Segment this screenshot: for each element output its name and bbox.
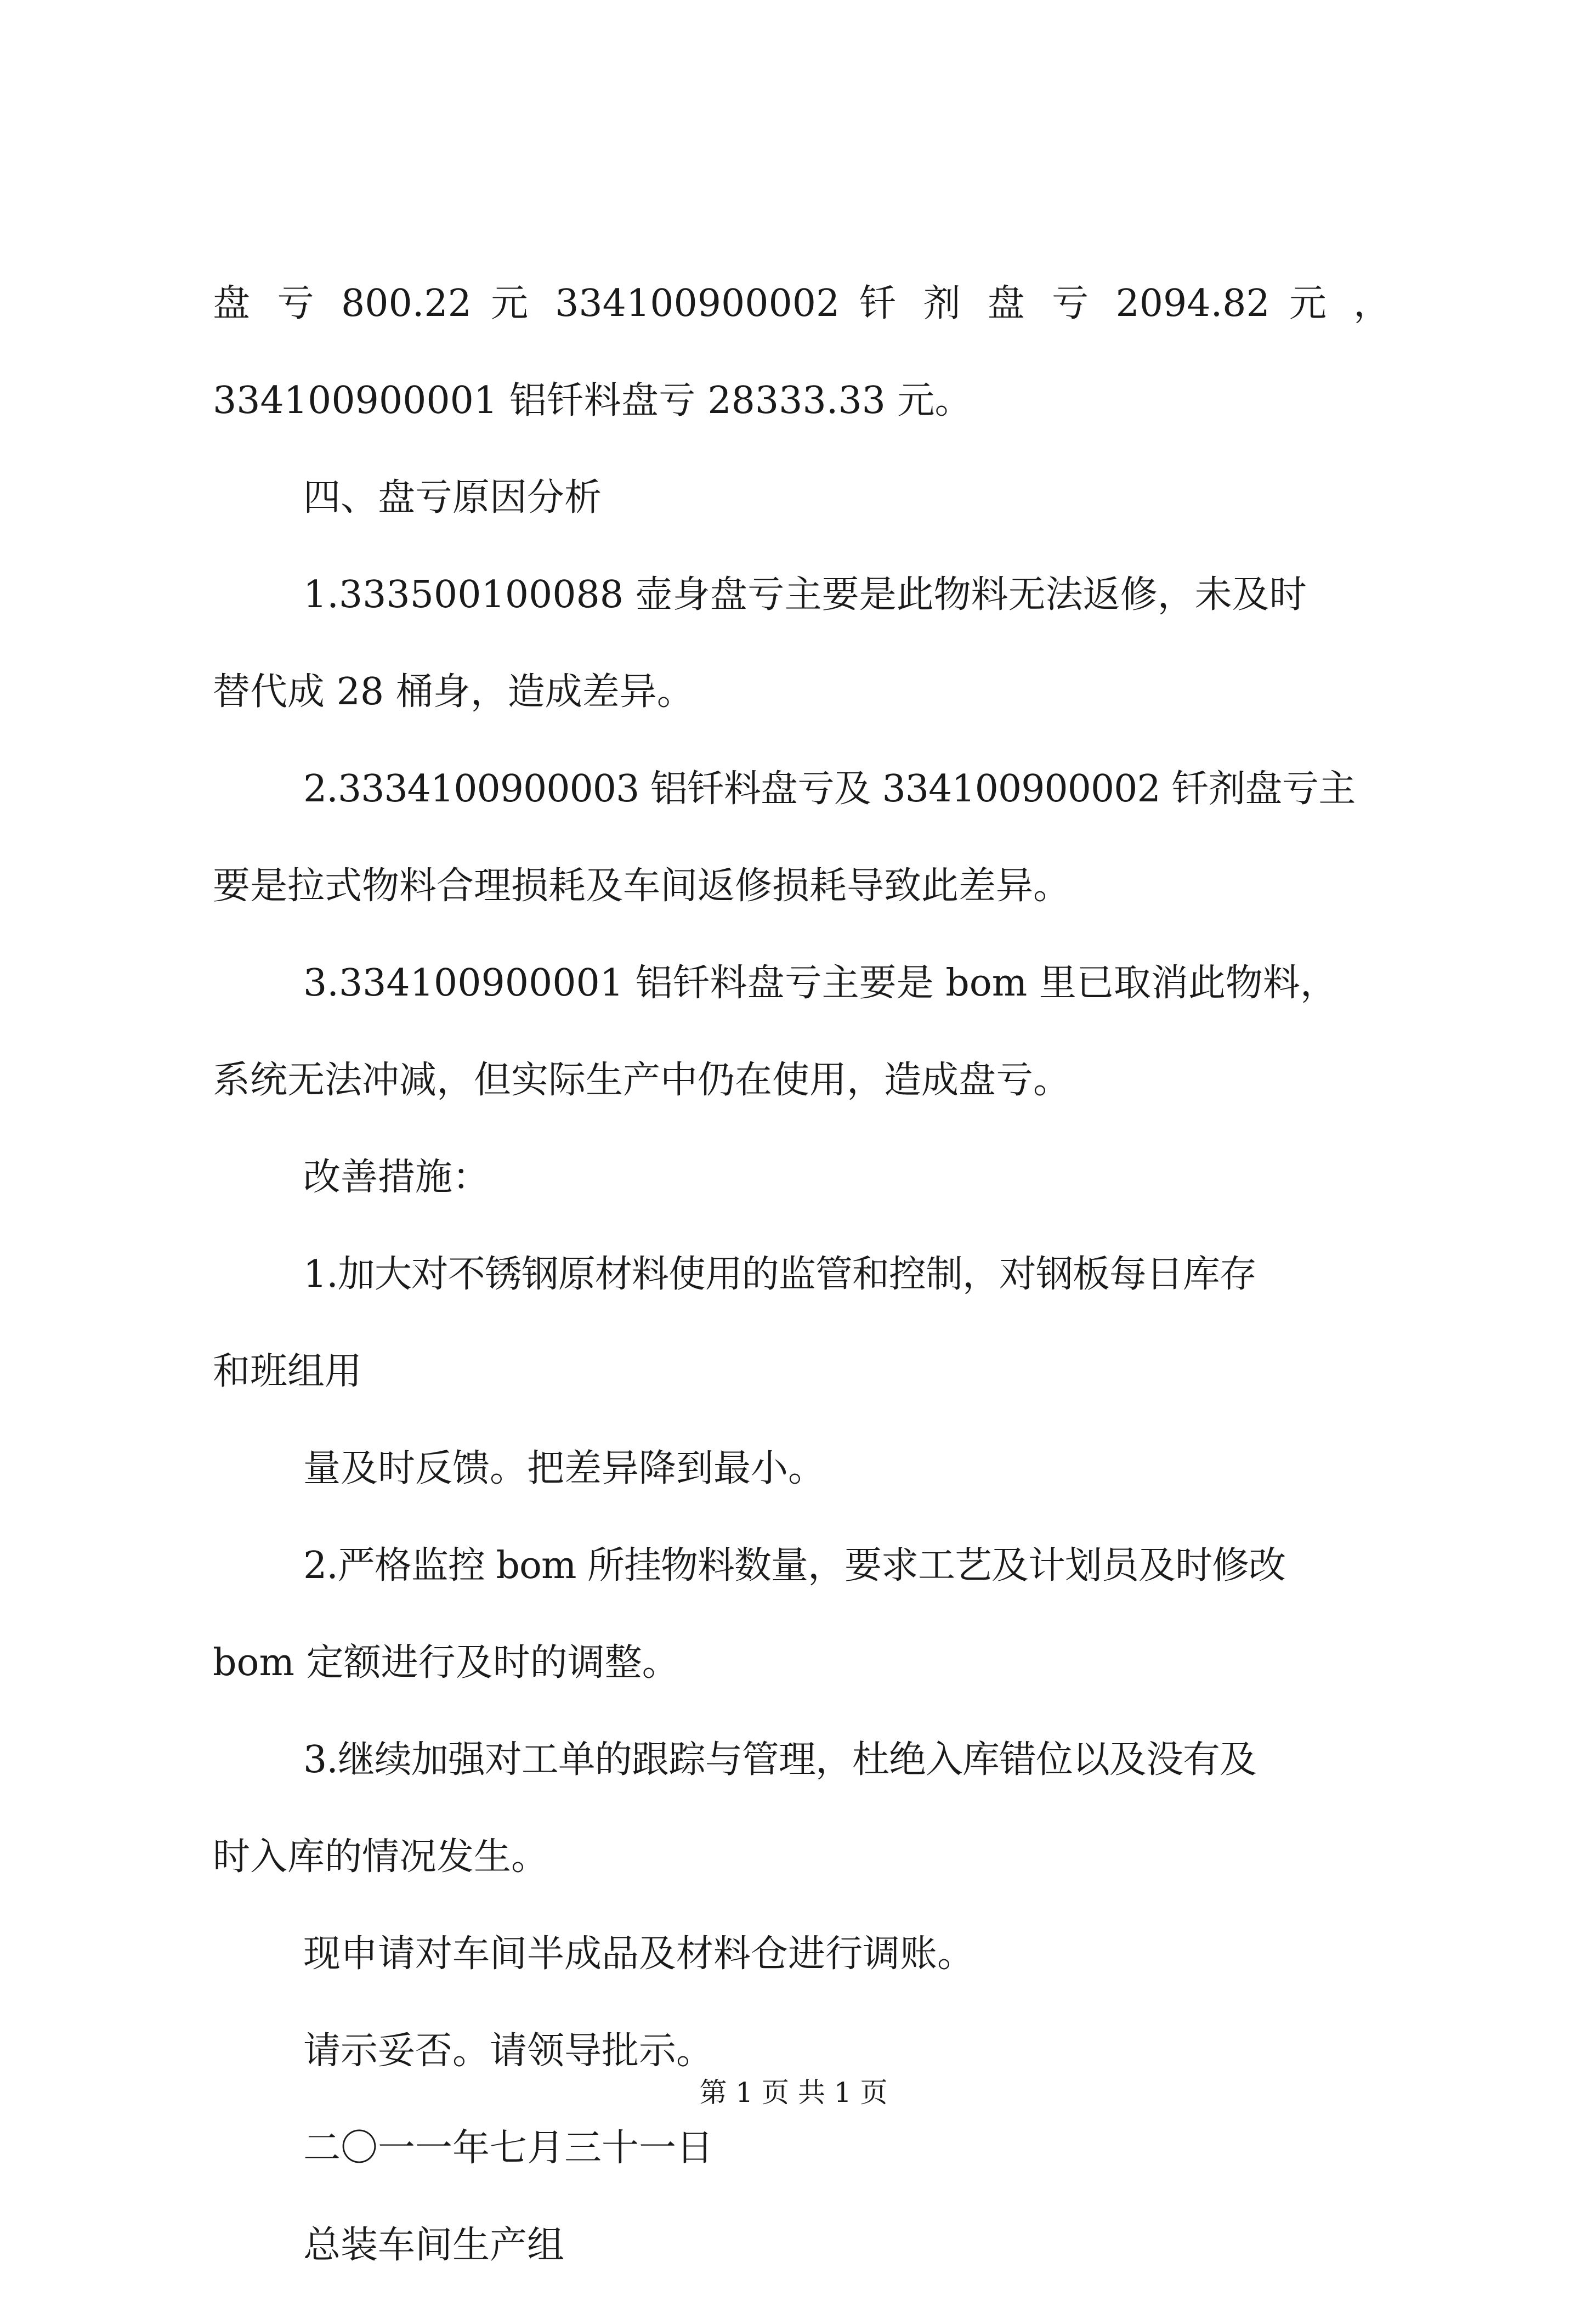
paragraph-line: 时入库的情况发生。 [213, 1835, 549, 1879]
paragraph-line: 量及时反馈。把差异降到最小。 [303, 1447, 826, 1490]
paragraph-line: 334100900001 铝钎料盘亏 28333.33 元。 [213, 379, 972, 422]
paragraph-line: bom 定额进行及时的调整。 [213, 1641, 679, 1684]
paragraph-line: 1.加大对不锈钢原材料使用的监管和控制，对钢板每日库存 [303, 1253, 1256, 1296]
paragraph-line: 和班组用 [213, 1350, 362, 1393]
document-body [213, 282, 1391, 2324]
page-footer: 第 1 页 共 1 页 [699, 2077, 888, 2108]
paragraph-line: 请示妥否。请领导批示。 [303, 2029, 714, 2073]
paragraph-line: 2.3334100900003 铝钎料盘亏及 334100900002 钎剂盘亏主 [303, 767, 1356, 811]
signature-line: 总装车间生产组 [303, 2224, 565, 2267]
paragraph-line: 系统无法冲减，但实际生产中仍在使用，造成盘亏。 [213, 1059, 1071, 1102]
paragraph-line: 1.333500100088 壶身盘亏主要是此物料无法返修，未及时 [303, 573, 1307, 617]
paragraph-line: 3.334100900001 铝钎料盘亏主要是 bom 里已取消此物料， [303, 962, 1337, 1005]
paragraph-line: 盘 亏 800.22 元 334100900002 钎 剂 盘 亏 2094.82 元 ， [213, 282, 1391, 325]
section-heading: 四、盘亏原因分析 [303, 476, 602, 519]
paragraph-line: 要是拉式物料合理损耗及车间返修损耗导致此差异。 [213, 864, 1071, 908]
section-heading: 改善措施： [303, 1156, 490, 1199]
paragraph-line: 2.严格监控 bom 所挂物料数量，要求工艺及计划员及时修改 [303, 1544, 1286, 1587]
paragraph-line: 3.继续加强对工单的跟踪与管理，杜绝入库错位以及没有及 [303, 1738, 1256, 1782]
date-line: 二〇一一年七月三十一日 [303, 2127, 714, 2170]
paragraph-line: 现申请对车间半成品及材料仓进行调账。 [303, 1932, 975, 1976]
paragraph-line: 替代成 28 桶身，造成差异。 [213, 670, 694, 714]
